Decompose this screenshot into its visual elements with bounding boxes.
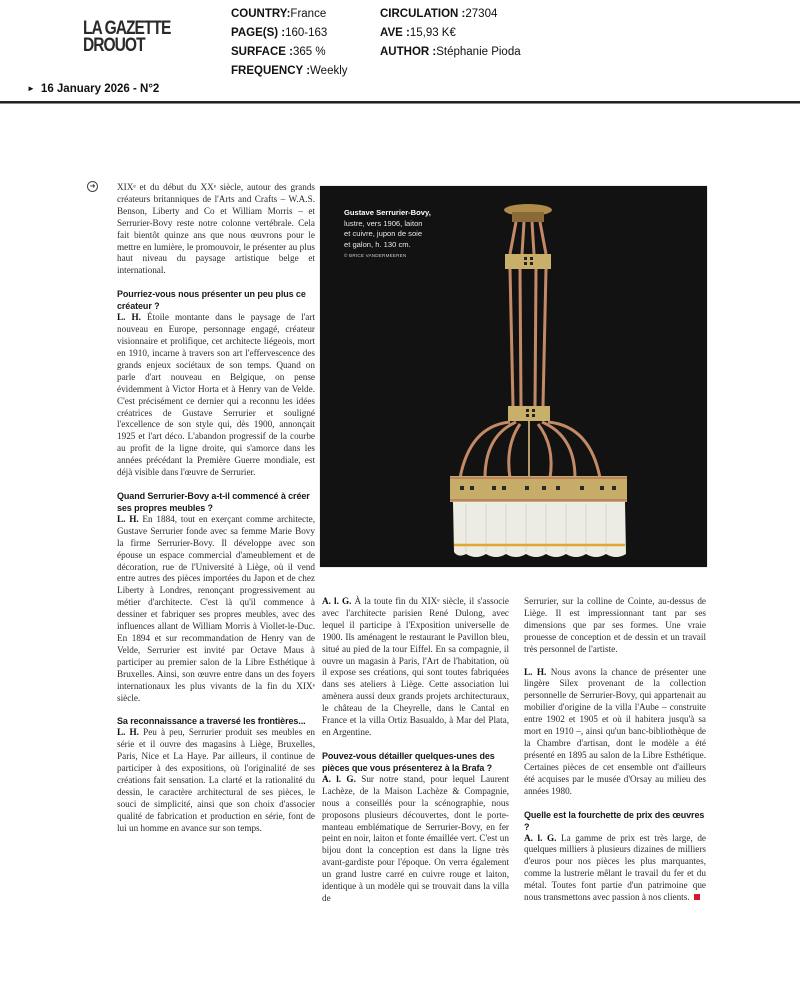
- meta-frequency-label: FREQUENCY :: [231, 65, 311, 77]
- upper-rods: [510, 222, 546, 254]
- photo-caption: [344, 208, 431, 262]
- meta-country-value: France: [290, 8, 327, 20]
- answer-paragraph: [524, 833, 706, 904]
- answer-text: Sur notre stand, pour lequel Laurent Lachèze, de la Maison Lachèze & Compagnie, nous a conseillés pour la scénographie, nous proposons plusieurs découvertes, dont le porte-manteau emblématique de Serrurier-Bovy, en fer peint en noir, laiton et fonte émaillée vert. C'est un bijou dont la conception est dans la ligne très avant-gardiste pour l'époque. On verra également un grand lustre carré en cuivre rouge et laiton, identique à un modèle qui se trouvait dans la villa de: [322, 773, 510, 903]
- publication-logo: [83, 20, 170, 54]
- answer-paragraph: [117, 727, 315, 834]
- meta-surface-value: 365 %: [292, 46, 326, 58]
- answer-paragraph: [322, 596, 509, 739]
- interview-question: Pourriez-vous nous présenter un peu plus ce créateur ?: [117, 289, 306, 312]
- answer-paragraph: [117, 514, 315, 705]
- answer-paragraph: [322, 774, 509, 905]
- meta-pages: [231, 27, 327, 39]
- answer-text: Nous avons la chance de présenter une lingère Silex provenant de la collection personnelle de Serrurier-Bovy, qui appartenait au mobilier d'origine de la villa l'Aube – construite entre 1902 et 1905 et où il habitera jusqu'à sa mort en 1910 –, ainsi qu'un banc-bibliothèque de la Chambre d'artisan, dont le modèle a été présenté en 1895 au salon de la Libre Esthétique. Certaines pièces de cet ensemble ont d'ailleurs été acquises par le musée d'Orsay au milieu des années 1980.: [524, 666, 706, 796]
- speaker-initials: L. H.: [524, 666, 547, 677]
- interview-question: Quelle est la fourchette de prix des œuvres ?: [524, 809, 705, 832]
- answer-paragraph: [117, 312, 315, 479]
- meta-circulation-value: 27304: [465, 8, 498, 20]
- meta-ave-label: AVE :: [380, 27, 410, 39]
- interview-question: Sa reconnaissance a traversé les frontières...: [117, 716, 306, 727]
- article-column-1: [117, 182, 315, 846]
- red-square-icon: [694, 894, 700, 900]
- meta-ave: [380, 27, 456, 39]
- speaker-initials: A. l. G.: [322, 596, 352, 606]
- meta-country-label: COUNTRY:: [231, 8, 291, 20]
- meta-country: [231, 8, 326, 20]
- paragraph: XIXᵉ et du début du XXᵉ siècle, autour des grands créateurs britanniques de l'Arts and Crafts – W.A.S. Benson, Liberty and Co et William Morris – et Serrurier-Bovy reste notre colonne vertébrale. Cela fait bientôt quinze ans que nous œuvrons pour le mettre en lumière, le promouvoir, le présenter au plus haut niveau du paysage artistique belge et international.: [117, 182, 315, 276]
- issue-date: [27, 83, 159, 95]
- lower-brass-band: [508, 406, 550, 421]
- speaker-initials: A. l. G.: [524, 832, 557, 843]
- issue-date-text: 16 January 2026 - N°2: [40, 83, 160, 95]
- paragraph: Serrurier, sur la colline de Cointe, au-dessus de Liège. Il est impressionnant tant par ses dimensions que par ses formes. Une vraie prouesse de conception et de dessin et un travail très personnel de l'artiste.: [524, 596, 706, 654]
- answer-text: Étoile montante dans le paysage de l'art nouveau en Europe, personnage engagé, créateur visionnaire et prolifique, cet architecte liégeois, mort en 1910, incarne à travers son art l'effervescence des grands enjeux sociétaux de son temps. Quand on parle d'art nouveau en Belgique, on pense évidemment à Victor Horta et à Henry van de Velde. C'est précisément ce dernier qui a reconnu les idées créatrices de Gustave Serrurier et souligné l'excellence de son style qui, dès 1900, annonçait 1925 et l'art déco. L'abandon progressif de la courbe au profit de la ligne droite, qui s'amorce dans les années précédant la Première Guerre mondiale, est déjà visible dans l'œuvre de Serrurier.: [117, 312, 315, 478]
- meta-author-value: Stéphanie Pioda: [436, 46, 521, 58]
- logo-line-1: LA GAZETTE: [83, 18, 171, 39]
- interview-question: Quand Serrurier-Bovy a-t-il commencé à créer ses propres meubles ?: [117, 490, 310, 513]
- meta-pages-value: 160-163: [285, 27, 328, 39]
- answer-text: La gamme de prix est très large, de quelques milliers à plusieurs dizaines de milliers d'euros pour nos pièces les plus marquantes, comme la lustrerie mêlant le travail du fer et du métal. Toutes font partie d'un patrimoine que nous transmettons avec passion à nos clients.: [524, 832, 706, 903]
- arrow-right-circle-icon: ➜: [87, 181, 98, 192]
- answer-text: Peu à peu, Serrurier produit ses meubles en série et il ouvre des magasins à Liège, Bruxelles, Paris, Nice et La Haye. Par ailleurs, il continue de participer à des expositions, où l'originalité de ses créations fait sensation. La clarté et la rationalité du dessin, le caractère architectural de ses pièces, le souci de simplicité, ainsi que son choix d'associer qualité de fabrication et production en série, font de lui un homme en avance sur son temps.: [117, 727, 315, 833]
- meta-author: [380, 46, 521, 58]
- answer-text: À la toute fin du XIXᵉ siècle, il s'associe avec l'architecte parisien René Dulong, avec lequel il participe à l'Exposition universelle de 1900. Ils aménagent le restaurant le Pavillon bleu, situé au pied de la tour Eiffel. En sa compagnie, il ouvre un magasin à Paris, l'Art de l'habitation, où il expose ses créations, qui sont toutes fabriquées dans ses ateliers à Liège. Cette association lui amènera aussi deux grands projets architecturaux, le château de la Cheyrelle, dans le Cantal en France et la villa Ortiz Basualdo, à Mar del Plata, en Argentine.: [322, 596, 509, 737]
- article-column-3: [524, 596, 706, 915]
- answer-text: En 1884, tout en exerçant comme architecte, Gustave Serrurier fonde avec sa femme Marie Bovy la firme Serrurier-Bovy. Il développe avec son épouse un espace commercial d'ameublement et de décoration, rue de l'Université à Liège, où il vend entre autres des pièces importées du Japon et de chez Liberty à Londres, renonçant progressivement au métier d'architecte. C'est là qu'il commence à dessiner et fabriquer ses propres meubles, avec des influences allant de William Morris à Viollet-le-Duc. En 1894 et sur recommandation de Henry van de Velde, Serrurier est invité par Octave Maus à participer au premier salon de la Libre Esthétique à Bruxelles. Ainsi, son œuvre entre dans un des foyers internationaux les plus vivants de la fin du XIXᵉ siècle.: [117, 513, 315, 703]
- speaker-initials: L. H.: [117, 312, 141, 323]
- silk-skirt: [453, 502, 626, 557]
- meta-circulation-label: CIRCULATION :: [380, 8, 466, 20]
- meta-surface: [231, 46, 326, 58]
- header-divider: [0, 101, 800, 104]
- caption-line: et cuivre, jupon de soie: [344, 229, 423, 238]
- interview-question: Pouvez-vous détailler quelques-unes des pièces que vous présenterez à la Brafa ?: [322, 750, 495, 773]
- photo-credit: © BRICE VANDERMEEREN: [344, 253, 407, 258]
- caption-line: lustre, vers 1906, laiton: [344, 218, 423, 228]
- upper-brass-band: [505, 254, 551, 269]
- chandelier-photo: [320, 186, 707, 567]
- caption-title: Gustave Serrurier-Bovy,: [344, 208, 431, 217]
- meta-author-label: AUTHOR :: [380, 46, 437, 58]
- answer-paragraph: [524, 667, 706, 798]
- caption-line: et galon, h. 130 cm.: [344, 239, 411, 249]
- speaker-initials: L. H.: [117, 513, 139, 524]
- meta-ave-value: 15,93 K€: [409, 27, 456, 39]
- meta-pages-label: PAGE(S) :: [231, 27, 286, 39]
- speaker-initials: A. l. G.: [322, 773, 356, 784]
- long-rods: [510, 269, 546, 406]
- meta-surface-label: SURFACE :: [231, 46, 293, 58]
- logo-line-2: DROUOT: [83, 35, 145, 56]
- ceiling-mount: [512, 212, 544, 222]
- article-column-2: [322, 596, 509, 916]
- speaker-initials: L. H.: [117, 727, 139, 738]
- meta-frequency-value: Weekly: [310, 65, 348, 77]
- meta-circulation: [380, 8, 497, 20]
- triangle-right-icon: ►: [27, 84, 35, 93]
- meta-frequency: [231, 65, 348, 77]
